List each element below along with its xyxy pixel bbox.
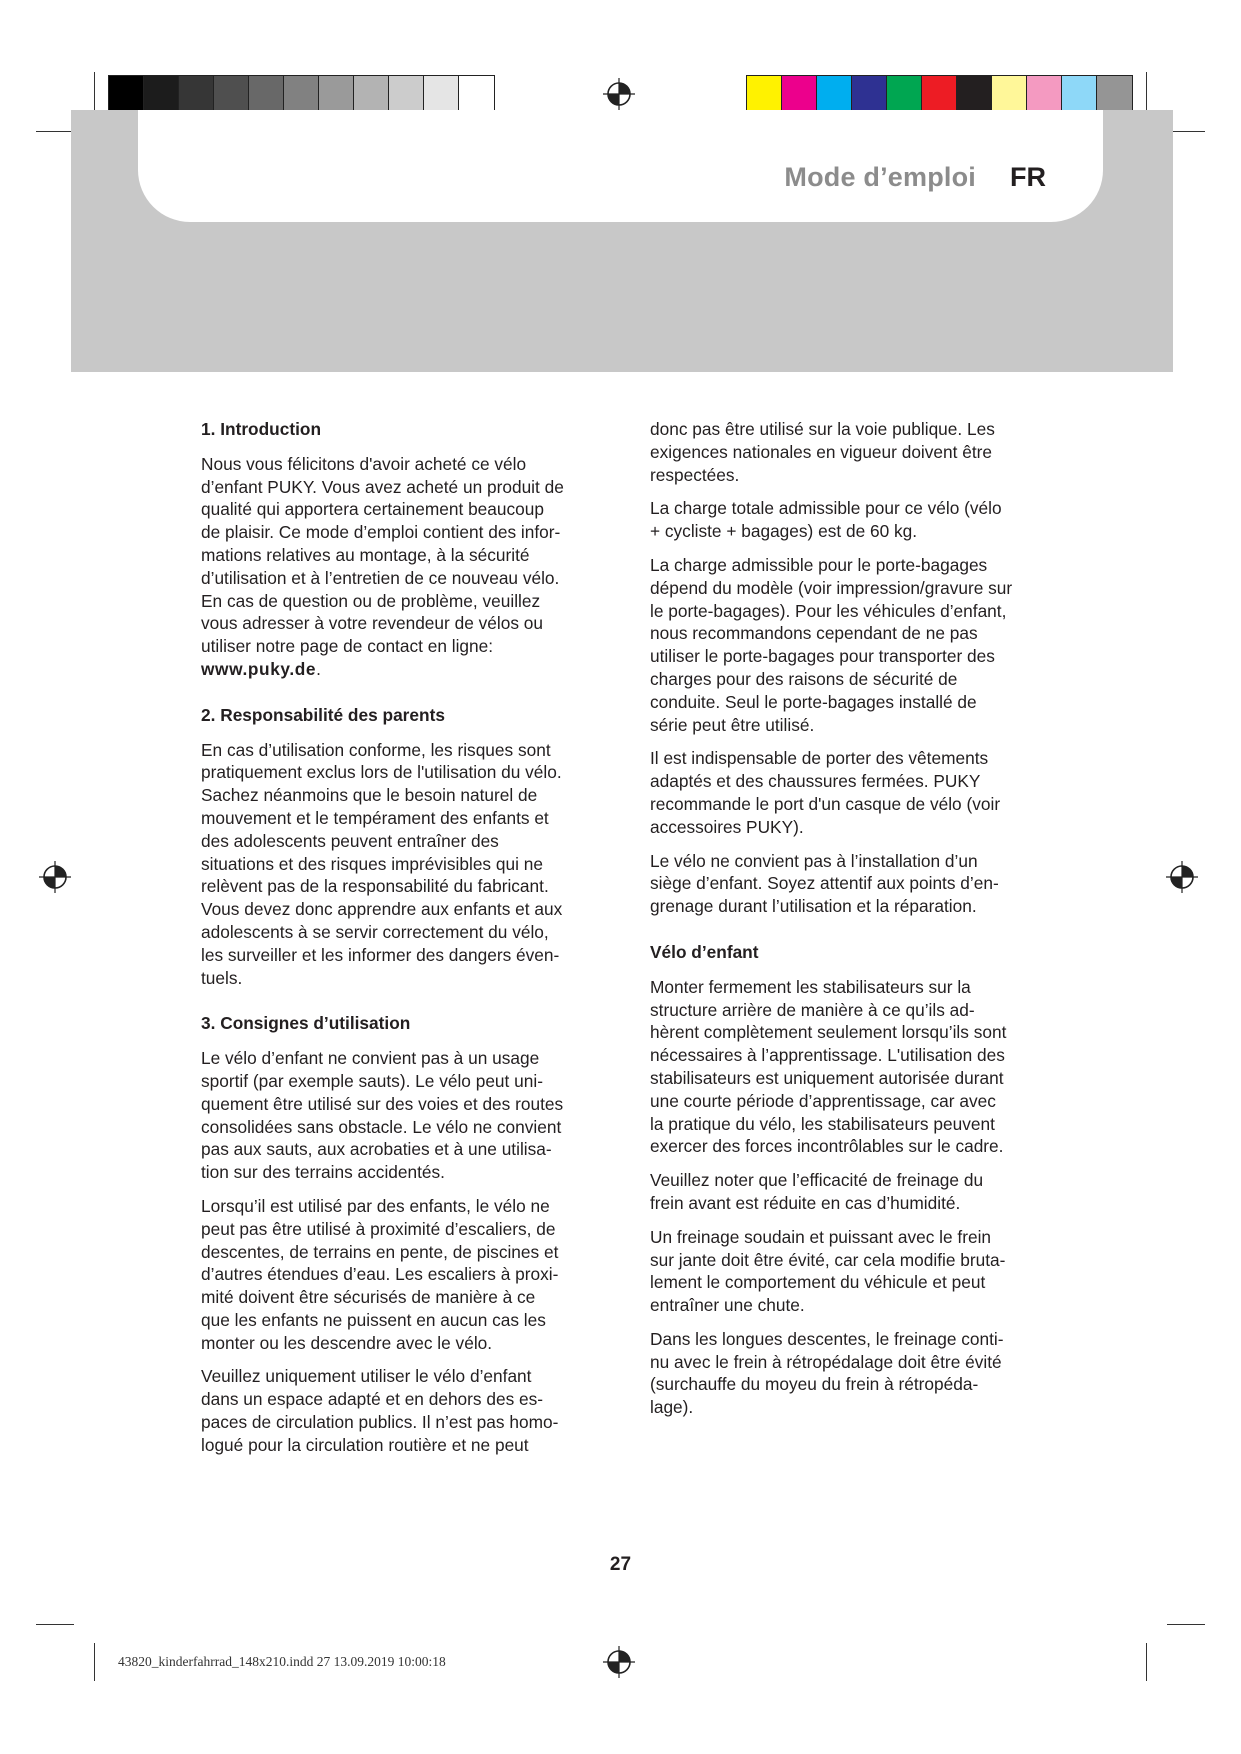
paragraph — [650, 497, 1060, 543]
color-swatch — [887, 76, 922, 110]
crop-mark — [36, 1624, 74, 1625]
section-heading-parents: 2. Responsabilité des parents — [201, 704, 445, 725]
text-line: sportif (par exemple sauts). Le vélo peut uni- — [201, 1070, 543, 1091]
text-line: une courte période d’apprentissage, car avec — [650, 1090, 996, 1111]
text-line: la pratique du vélo, les stabilisateurs peuvent — [650, 1113, 995, 1134]
text-line: vous adresser à votre revendeur de vélos ou — [201, 613, 543, 634]
color-swatch — [214, 76, 249, 110]
text-line: respectées. — [650, 464, 740, 485]
process-color-bar — [746, 75, 1133, 111]
paragraph — [650, 554, 1060, 736]
text-line: charges pour des raisons de sécurité de — [650, 668, 958, 689]
text-line: paces de circulation publics. Il n’est pas homo- — [201, 1412, 559, 1433]
color-swatch — [249, 76, 284, 110]
color-swatch — [817, 76, 852, 110]
color-swatch — [1062, 76, 1097, 110]
text-line: adolescents à se servir correctement du vélo, — [201, 921, 549, 942]
paragraph — [201, 739, 606, 990]
text-line: entraîner une chute. — [650, 1295, 805, 1316]
text-line: grenage durant l’utilisation et la réparation. — [650, 896, 977, 917]
text-line: série peut être utilisé. — [650, 714, 815, 735]
text-line: En cas de question ou de problème, veuillez — [201, 590, 541, 611]
text-line: structure arrière de manière à ce qu’ils ad- — [650, 999, 975, 1020]
text-line: que les enfants ne puissent en aucun cas les — [201, 1309, 546, 1330]
text-line: lage). — [650, 1397, 694, 1418]
text-line: qualité qui apportera certainement beaucoup — [201, 499, 544, 520]
page-number: 27 — [609, 1554, 632, 1575]
left-column — [201, 418, 606, 1468]
registration-mark-icon — [1166, 861, 1198, 893]
text-line: Monter fermement les stabilisateurs sur la — [650, 976, 971, 997]
paragraph — [650, 976, 1060, 1158]
right-column — [650, 418, 1060, 1430]
grayscale-color-bar — [108, 75, 495, 111]
text-line: pratiquement exclus lors de l'utilisation du vélo. — [201, 762, 562, 783]
text-line: La charge totale admissible pour ce vélo (vélo — [650, 498, 1002, 519]
text-line: les surveiller et les informer des dangers éven- — [201, 944, 560, 965]
paragraph — [201, 1195, 606, 1355]
color-swatch — [389, 76, 424, 110]
text-line: exigences nationales en vigueur doivent être — [650, 441, 993, 462]
text-line: conduite. Seul le porte-bagages installé de — [650, 691, 977, 712]
text-line: + cycliste + bagages) est de 60 kg. — [650, 521, 918, 542]
paragraph — [650, 1169, 1060, 1215]
text-line: Nous vous félicitons d'avoir acheté ce vélo — [201, 453, 527, 474]
text-line: Un freinage soudain et puissant avec le frein — [650, 1226, 992, 1247]
website-url: www.puky.de — [201, 658, 317, 679]
text-line: consolidées sans obstacle. Le vélo ne convient — [201, 1116, 562, 1137]
text-line: Il est indispensable de porter des vêtements — [650, 748, 989, 769]
paragraph — [650, 418, 1060, 486]
text-line: utiliser le porte-bagages pour transporter des — [650, 646, 995, 667]
crop-mark — [94, 72, 95, 110]
text-line: hèrent complètement seulement lorsqu’ils sont — [650, 1022, 1007, 1043]
paragraph — [650, 1226, 1060, 1317]
text-line: Lorsqu’il est utilisé par des enfants, le vélo ne — [201, 1195, 550, 1216]
text-line: relèvent pas de la responsabilité du fabricant. — [201, 876, 549, 897]
text-line: tuels. — [201, 967, 243, 988]
color-swatch — [957, 76, 992, 110]
text-line: logué pour la circulation routière et ne peut — [201, 1434, 529, 1455]
website-paragraph — [201, 658, 606, 681]
text-line: Sachez néanmoins que le besoin naturel de — [201, 785, 538, 806]
section-heading-usage: 3. Consignes d’utilisation — [201, 1013, 411, 1034]
registration-mark-icon — [39, 861, 71, 893]
color-swatch — [852, 76, 887, 110]
text-line: siège d’enfant. Soyez attentif aux points d’en- — [650, 873, 999, 894]
text-line: Veuillez uniquement utiliser le vélo d’enfant — [201, 1366, 532, 1387]
paragraph — [650, 1328, 1060, 1419]
section-heading-child-bike: Vélo d’enfant — [650, 941, 759, 962]
text-line: accessoires PUKY). — [650, 816, 804, 837]
color-swatch — [1097, 76, 1132, 110]
text-line: descentes, de terrains en pente, de piscines et — [201, 1241, 559, 1262]
text-line: Le vélo ne convient pas à l’installation d’un — [650, 850, 978, 871]
color-swatch — [992, 76, 1027, 110]
text-line: donc pas être utilisé sur la voie publique. Les — [650, 419, 995, 439]
text-line: recommande le port d'un casque de vélo (voir — [650, 793, 1001, 814]
text-line: Veuillez noter que l’efficacité de freinage du — [650, 1170, 984, 1191]
color-swatch — [109, 76, 144, 110]
color-swatch — [922, 76, 957, 110]
paragraph — [650, 747, 1060, 838]
text-line: quement être utilisé sur des voies et des routes — [201, 1093, 564, 1114]
text-line: Dans les longues descentes, le freinage conti- — [650, 1328, 1004, 1349]
color-swatch — [1027, 76, 1062, 110]
text-line: mité doivent être sécurisés de manière à ce — [201, 1287, 536, 1308]
text-line: (surchauffe du moyeu du frein à rétropéda- — [650, 1374, 979, 1395]
text-line: exercer des forces incontrôlables sur le cadre. — [650, 1136, 1004, 1157]
text-line: situations et des risques imprévisibles qui ne — [201, 853, 543, 874]
text-line: le porte-bagages). Pour les véhicules d’enfant, — [650, 600, 1007, 621]
color-swatch — [424, 76, 459, 110]
text-line: d’autres étendues d’eau. Les escaliers à proxi- — [201, 1264, 559, 1285]
color-swatch — [354, 76, 389, 110]
text-line: lement le comportement du véhicule et peut — [650, 1272, 986, 1293]
text-line: sur jante doit être évité, car cela modifie bruta- — [650, 1249, 1006, 1270]
text-line: peut pas être utilisé à proximité d’escaliers, de — [201, 1218, 556, 1239]
text-line: En cas d’utilisation conforme, les risques sont — [201, 739, 551, 760]
text-line: nous recommandons cependant de ne pas — [650, 623, 978, 644]
text-line: dépend du modèle (voir impression/gravure sur — [650, 577, 1013, 598]
text-line: de plaisir. Ce mode d’emploi contient des infor- — [201, 522, 561, 543]
text-line: tion sur des terrains accidentés. — [201, 1162, 445, 1183]
text-line: d’utilisation et à l’entretien de ce nouveau vélo. — [201, 567, 560, 588]
color-swatch — [144, 76, 179, 110]
paragraph — [201, 1365, 606, 1456]
section-heading-introduction: 1. Introduction — [201, 419, 321, 439]
crop-mark — [1146, 1643, 1147, 1681]
text-line: mations relatives au montage, à la sécurité — [201, 544, 530, 565]
text-line: des adolescents peuvent entraîner des — [201, 830, 499, 851]
header-title: Mode d’emploi — [784, 162, 976, 192]
text-line: monter ou les descendre avec le vélo. — [201, 1332, 493, 1353]
text-line: La charge admissible pour le porte-bagages — [650, 554, 988, 575]
text-line: Le vélo d’enfant ne convient pas à un usage — [201, 1048, 540, 1069]
crop-mark — [1167, 1624, 1205, 1625]
color-swatch — [179, 76, 214, 110]
url-period: . — [316, 658, 321, 679]
text-line: utiliser notre page de contact en ligne: — [201, 636, 494, 657]
color-swatch — [319, 76, 354, 110]
text-line: pas aux sauts, aux acrobaties et à une utilisa- — [201, 1139, 552, 1160]
registration-mark-icon — [603, 1646, 635, 1678]
crop-mark — [36, 131, 74, 132]
registration-mark-icon — [603, 78, 635, 110]
text-line: frein avant est réduite en cas d’humidité. — [650, 1192, 961, 1213]
paragraph — [650, 850, 1060, 918]
paragraph — [201, 1047, 606, 1184]
paragraph — [201, 453, 606, 658]
color-swatch — [782, 76, 817, 110]
text-line: stabilisateurs est uniquement autorisée durant — [650, 1067, 1004, 1088]
language-code: FR — [1010, 162, 1046, 192]
text-line: dans un espace adapté et en dehors des es- — [201, 1389, 544, 1410]
text-line: nécessaires à l’apprentissage. L'utilisation des — [650, 1045, 1005, 1066]
text-line: adaptés et des chaussures fermées. PUKY — [650, 771, 981, 792]
crop-mark — [94, 1643, 95, 1681]
crop-mark — [1146, 72, 1147, 110]
text-line: d’enfant PUKY. Vous avez acheté un produit de — [201, 476, 564, 497]
color-swatch — [459, 76, 494, 110]
text-line: mouvement et le tempérament des enfants et — [201, 807, 549, 828]
color-swatch — [284, 76, 319, 110]
text-line: nu avec le frein à rétropédalage doit être évité — [650, 1351, 1002, 1372]
print-slug: 43820_kinderfahrrad_148x210.indd 27 13.09.2019 10:00:18 — [118, 1654, 446, 1669]
color-swatch — [747, 76, 782, 110]
text-line: Vous devez donc apprendre aux enfants et aux — [201, 899, 563, 920]
